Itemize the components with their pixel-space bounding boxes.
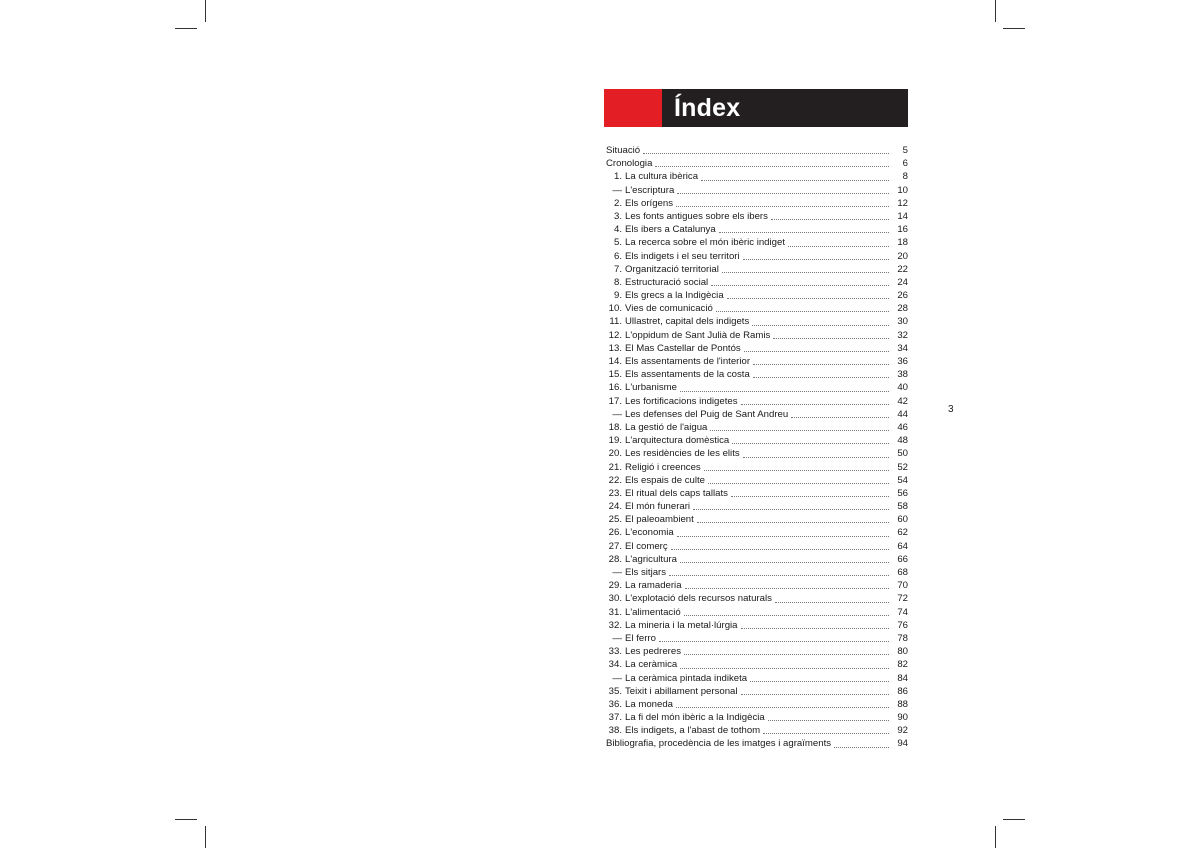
toc-dot-leader	[655, 165, 889, 167]
crop-mark	[175, 819, 197, 820]
toc-entry-number: 38.	[608, 725, 622, 737]
toc-entry-page: 12	[897, 197, 908, 209]
toc-entry-page: 22	[897, 263, 908, 275]
toc-entry-label: El Mas Castellar de Pontós	[625, 342, 741, 354]
toc-entry-page: 88	[897, 698, 908, 710]
header-accent-block	[604, 89, 662, 127]
toc-entry-page: 38	[897, 369, 908, 381]
toc-entry-page: 42	[897, 395, 908, 407]
toc-entry-label: Religió i creences	[625, 461, 701, 473]
toc-dot-leader	[677, 192, 889, 194]
toc-entry-number: —	[612, 408, 622, 420]
toc-entry-label: L'economia	[625, 527, 674, 539]
toc-entry[interactable]	[606, 223, 908, 236]
toc-entry-label: El ritual dels caps tallats	[625, 487, 728, 499]
toc-entry-page: 46	[897, 421, 908, 433]
crop-mark	[1003, 28, 1025, 29]
toc-entry[interactable]	[606, 592, 908, 605]
toc-entry-page: 66	[897, 553, 908, 565]
toc-entry-number: —	[612, 632, 622, 644]
toc-entry-page: 56	[897, 487, 908, 499]
toc-entry-number: 30.	[608, 593, 622, 605]
toc-entry-page: 68	[897, 567, 908, 578]
toc-entry-number: 16.	[608, 382, 622, 394]
crop-mark	[205, 0, 206, 22]
toc-dot-leader	[693, 508, 889, 510]
toc-entry-number: 8.	[613, 276, 622, 288]
toc-entry[interactable]	[606, 315, 908, 328]
toc-entry[interactable]	[606, 579, 908, 592]
toc-entry-number: 6.	[613, 250, 622, 262]
toc-entry-page: 80	[897, 646, 908, 658]
toc-entry-label: L'urbanisme	[625, 382, 677, 394]
toc-entry-page: 18	[897, 237, 908, 249]
toc-entry[interactable]	[606, 170, 908, 183]
toc-dot-leader	[676, 205, 889, 207]
toc-dot-leader	[788, 245, 889, 247]
toc-dot-leader	[741, 693, 889, 695]
toc-dot-leader	[676, 706, 889, 708]
toc-entry-page: 24	[897, 276, 908, 288]
toc-entry[interactable]	[606, 513, 908, 526]
toc-entry-label: Bibliografia, procedència de les imatges i agraïments	[606, 738, 832, 750]
toc-entry-number: 22.	[608, 474, 622, 486]
toc-entry-label: Les pedreres	[625, 646, 681, 658]
toc-entry-number: 1.	[613, 171, 622, 183]
toc-dot-leader	[775, 601, 889, 603]
toc-entry-number: 32.	[608, 619, 622, 631]
toc-entry-page: 72	[897, 593, 908, 605]
toc-entry-page: 92	[897, 725, 908, 737]
toc-entry-page: 10	[897, 184, 908, 196]
toc-entry-label: Vies de comunicació	[625, 303, 713, 315]
toc-entry[interactable]	[606, 461, 908, 474]
toc-dot-leader	[750, 680, 889, 682]
toc-dot-leader	[677, 535, 889, 537]
toc-entry[interactable]	[606, 711, 908, 724]
toc-entry-label: Els assentaments de l'interior	[625, 356, 751, 367]
toc-entry[interactable]	[606, 381, 908, 394]
toc-entry[interactable]	[606, 157, 908, 170]
toc-dot-leader	[752, 324, 889, 326]
toc-dot-leader	[710, 429, 889, 431]
toc-entry-label: El comerç	[625, 540, 668, 552]
toc-entry[interactable]	[606, 737, 908, 750]
toc-entry-number: 27.	[608, 540, 622, 552]
toc-entry[interactable]	[606, 210, 908, 223]
index-header	[604, 89, 908, 127]
toc-entry-number: 17.	[608, 395, 622, 407]
toc-entry-number: —	[612, 672, 622, 684]
toc-dot-leader	[722, 271, 889, 273]
toc-entry-page: 16	[897, 224, 908, 236]
toc-entry[interactable]	[606, 658, 908, 671]
toc-dot-leader	[727, 297, 889, 299]
toc-entry[interactable]	[606, 329, 908, 342]
toc-dot-leader	[753, 363, 889, 365]
toc-entry-number: 33.	[608, 646, 622, 658]
crop-mark	[205, 826, 206, 848]
toc-entry-page: 54	[897, 474, 908, 486]
toc-entry-label: Les fonts antigues sobre els ibers	[625, 210, 768, 222]
toc-entry[interactable]	[606, 645, 908, 658]
toc-entry-label: La gestió de l'aigua	[625, 421, 708, 433]
toc-entry-page: 20	[897, 250, 908, 262]
toc-dot-leader	[659, 640, 889, 642]
toc-entry-label: L'alimentació	[625, 606, 681, 618]
toc-entry-page: 84	[897, 672, 908, 684]
toc-dot-leader	[684, 653, 889, 655]
toc-entry[interactable]	[606, 434, 908, 447]
toc-entry-number: 13.	[608, 342, 622, 354]
toc-entry-number: 2.	[613, 197, 622, 209]
toc-entry-number: 10.	[608, 303, 622, 315]
toc-entry-page: 30	[897, 316, 908, 328]
toc-entry-page: 74	[897, 606, 908, 618]
toc-entry[interactable]	[606, 197, 908, 210]
toc-entry-label: Ullastret, capital dels indigets	[625, 316, 750, 328]
toc-dot-leader	[680, 667, 889, 669]
toc-entry[interactable]	[606, 368, 908, 381]
toc-entry-number: 19.	[608, 435, 622, 447]
crop-mark	[995, 0, 996, 22]
toc-entry-number: —	[612, 184, 622, 196]
toc-entry-number: 4.	[613, 224, 622, 236]
toc-entry[interactable]	[606, 540, 908, 553]
toc-entry-label: Teixit i abillament personal	[625, 685, 738, 697]
toc-entry-page: 64	[897, 540, 908, 552]
toc-entry-number: 23.	[608, 487, 622, 499]
toc-entry-page: 52	[897, 461, 908, 473]
toc-entry-label: La ramaderia	[625, 580, 682, 592]
crop-mark	[175, 28, 197, 29]
toc-dot-leader	[743, 456, 889, 458]
toc-dot-leader	[701, 179, 889, 181]
toc-entry[interactable]	[606, 500, 908, 513]
toc-dot-leader	[685, 587, 889, 589]
toc-entry-number: 5.	[613, 237, 622, 249]
toc-entry[interactable]	[606, 144, 908, 157]
toc-entry-label: Situació	[606, 145, 641, 156]
toc-entry-label: El món funerari	[625, 501, 691, 513]
toc-entry-number: 11.	[609, 316, 622, 328]
toc-entry[interactable]	[606, 395, 908, 408]
toc-dot-leader	[697, 521, 889, 523]
toc-entry-label: Els grecs a la Indigècia	[625, 290, 724, 302]
toc-entry-label: Les residències de les elits	[625, 448, 740, 460]
toc-entry[interactable]	[606, 526, 908, 539]
toc-entry[interactable]	[606, 421, 908, 434]
toc-entry-label: La fi del món ibèric a la Indigècia	[625, 712, 765, 724]
toc-dot-leader	[753, 376, 889, 378]
toc-dot-leader	[643, 152, 889, 154]
toc-entry-number: 31.	[608, 606, 622, 618]
toc-entry-page: 8	[902, 171, 908, 183]
toc-entry-page: 86	[897, 685, 908, 697]
toc-entry-page: 62	[897, 527, 908, 539]
toc-entry[interactable]	[606, 474, 908, 487]
toc-entry[interactable]	[606, 302, 908, 315]
toc-entry-page: 58	[897, 501, 908, 513]
toc-entry-label: Els assentaments de la costa	[625, 369, 750, 381]
toc-entry-page: 14	[897, 210, 908, 222]
toc-entry-label: L'arquitectura domèstica	[625, 435, 730, 447]
toc-entry-label: Els espais de culte	[625, 474, 705, 486]
toc-entry-label: Cronologia	[606, 158, 653, 170]
toc-entry-number: 34.	[608, 659, 622, 671]
toc-entry-label: La mineria i la metal·lúrgia	[625, 619, 738, 631]
toc-entry-page: 78	[897, 632, 908, 644]
toc-entry-page: 5	[902, 145, 908, 156]
toc-entry-page: 76	[897, 619, 908, 631]
page-number: 3	[948, 404, 954, 415]
toc-entry-label: Estructuració social	[625, 276, 709, 288]
toc-dot-leader	[741, 627, 889, 629]
page-title: Índex	[674, 94, 741, 122]
toc-dot-leader	[669, 574, 889, 576]
toc-entry-page: 6	[902, 158, 908, 170]
toc-entry-label: L'oppidum de Sant Julià de Ramis	[625, 329, 771, 341]
toc-dot-leader	[719, 231, 889, 233]
toc-entry[interactable]	[606, 566, 908, 579]
toc-entry-number: —	[612, 567, 622, 578]
toc-entry-page: 28	[897, 303, 908, 315]
crop-mark	[1003, 819, 1025, 820]
toc-entry[interactable]	[606, 342, 908, 355]
toc-entry-number: 7.	[613, 263, 622, 275]
toc-entry-label: Organització territorial	[625, 263, 719, 275]
toc-entry-label: Les fortificacions indigetes	[625, 395, 738, 407]
toc-entry-number: 9.	[613, 290, 622, 302]
toc-dot-leader	[741, 403, 889, 405]
table-of-contents	[606, 144, 908, 751]
toc-entry[interactable]	[606, 408, 908, 421]
toc-dot-leader	[763, 732, 889, 734]
toc-entry[interactable]	[606, 355, 908, 368]
toc-dot-leader	[771, 218, 889, 220]
toc-entry-label: Els sitjars	[625, 567, 667, 578]
toc-entry-number: 29.	[608, 580, 622, 592]
toc-dot-leader	[680, 390, 889, 392]
toc-entry-label: Els ibers a Catalunya	[625, 224, 716, 236]
toc-entry-number: 21.	[608, 461, 622, 473]
toc-entry-label: El paleoambient	[625, 514, 694, 526]
toc-dot-leader	[791, 416, 889, 418]
toc-dot-leader	[768, 719, 889, 721]
toc-entry[interactable]	[606, 236, 908, 249]
toc-entry-page: 90	[897, 712, 908, 724]
toc-dot-leader	[711, 284, 889, 286]
toc-entry-page: 50	[897, 448, 908, 460]
toc-entry-number: 28.	[608, 553, 622, 565]
toc-dot-leader	[743, 258, 889, 260]
toc-entry-page: 94	[897, 738, 908, 750]
toc-entry-number: 15.	[608, 369, 622, 381]
toc-entry[interactable]	[606, 698, 908, 711]
toc-entry-page: 32	[897, 329, 908, 341]
toc-entry-page: 60	[897, 514, 908, 526]
toc-entry[interactable]	[606, 447, 908, 460]
toc-entry-label: Els indigets i el seu territori	[625, 250, 740, 262]
toc-entry[interactable]	[606, 289, 908, 302]
toc-entry-number: 35.	[608, 685, 622, 697]
toc-dot-leader	[704, 469, 889, 471]
toc-dot-leader	[731, 495, 889, 497]
toc-entry[interactable]	[606, 184, 908, 197]
toc-entry-number: 24.	[608, 501, 622, 513]
crop-mark	[995, 826, 996, 848]
toc-entry-number: 20.	[608, 448, 622, 460]
toc-entry-number: 3.	[613, 210, 622, 222]
toc-entry-number: 36.	[608, 698, 622, 710]
toc-entry[interactable]	[606, 263, 908, 276]
toc-dot-leader	[708, 482, 889, 484]
toc-entry-number: 14.	[608, 356, 622, 367]
toc-dot-leader	[834, 746, 889, 748]
toc-entry[interactable]	[606, 606, 908, 619]
toc-entry-page: 48	[897, 435, 908, 447]
toc-dot-leader	[684, 614, 889, 616]
toc-entry-label: L'escriptura	[625, 184, 675, 196]
toc-entry-page: 34	[897, 342, 908, 354]
toc-entry-page: 70	[897, 580, 908, 592]
toc-entry[interactable]	[606, 553, 908, 566]
toc-entry-number: 26.	[608, 527, 622, 539]
toc-entry-number: 18.	[608, 421, 622, 433]
toc-entry-label: La moneda	[625, 698, 674, 710]
toc-entry-label: L'agricultura	[625, 553, 677, 565]
toc-entry-label: La cultura ibèrica	[625, 171, 699, 183]
toc-dot-leader	[680, 561, 889, 563]
toc-entry-label: La recerca sobre el món ibèric indiget	[625, 237, 785, 249]
toc-entry-number: 12.	[608, 329, 622, 341]
toc-entry-number: 37.	[608, 712, 622, 724]
toc-dot-leader	[671, 548, 889, 550]
toc-dot-leader	[716, 310, 889, 312]
toc-entry[interactable]	[606, 685, 908, 698]
toc-dot-leader	[732, 442, 889, 444]
toc-entry-page: 36	[897, 356, 908, 367]
toc-entry[interactable]	[606, 276, 908, 289]
toc-entry-label: El ferro	[625, 632, 656, 644]
toc-entry[interactable]	[606, 487, 908, 500]
toc-entry-number: 25.	[608, 514, 622, 526]
toc-dot-leader	[773, 337, 889, 339]
toc-entry-label: Els orígens	[625, 197, 673, 209]
toc-entry-page: 44	[897, 408, 908, 420]
toc-entry-label: La ceràmica	[625, 659, 678, 671]
toc-entry[interactable]	[606, 250, 908, 263]
toc-entry-label: Les defenses del Puig de Sant Andreu	[625, 408, 789, 420]
toc-entry-label: La ceràmica pintada indiketa	[625, 672, 748, 684]
toc-entry[interactable]	[606, 724, 908, 737]
toc-entry[interactable]	[606, 632, 908, 645]
toc-entry-label: L'explotació dels recursos naturals	[625, 593, 772, 605]
toc-entry[interactable]	[606, 672, 908, 685]
toc-entry-page: 26	[897, 290, 908, 302]
toc-entry-label: Els indigets, a l'abast de tothom	[625, 725, 761, 737]
toc-entry-page: 82	[897, 659, 908, 671]
toc-entry[interactable]	[606, 619, 908, 632]
toc-dot-leader	[744, 350, 889, 352]
toc-entry-page: 40	[897, 382, 908, 394]
